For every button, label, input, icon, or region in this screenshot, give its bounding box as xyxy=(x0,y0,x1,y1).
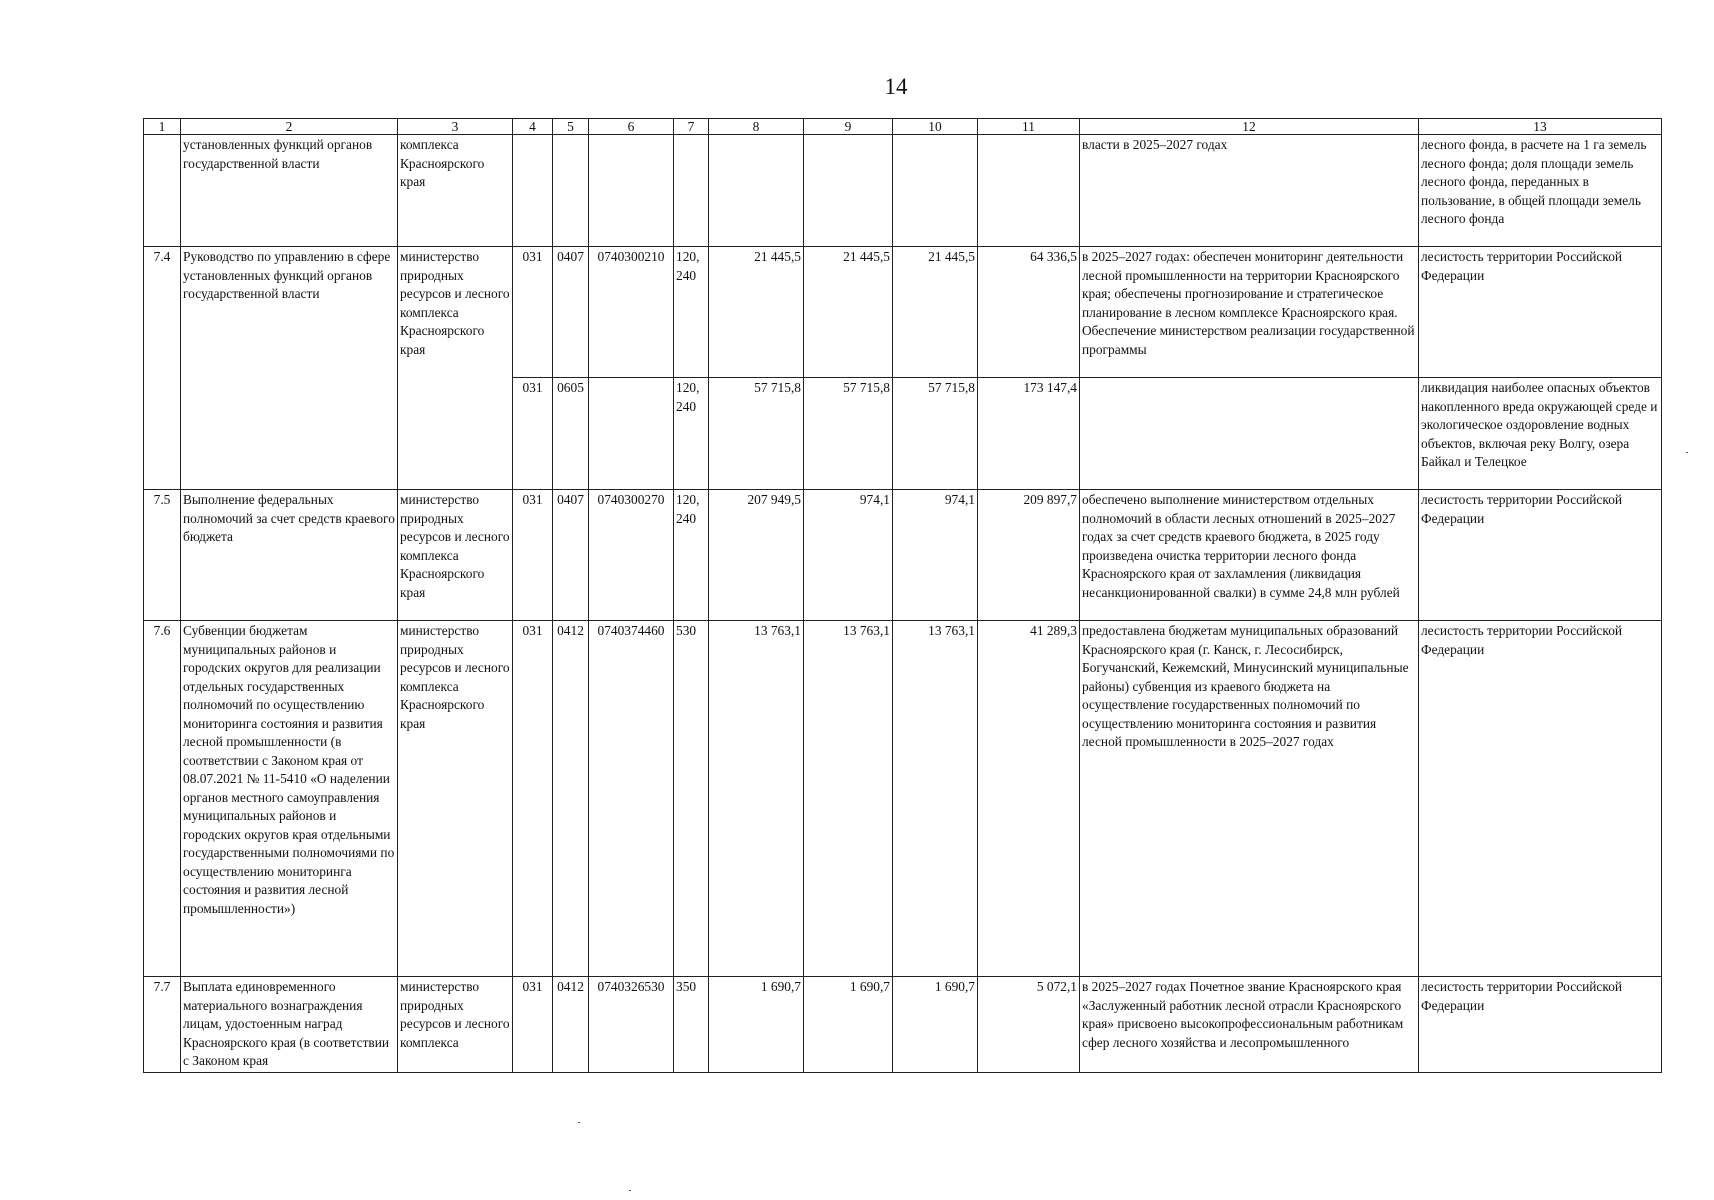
cell-c9 xyxy=(804,135,893,247)
cell-executor: министерство природных ресурсов и лесного комплекса Красноярского края xyxy=(398,490,513,621)
cell-c9: 21 445,5 xyxy=(804,247,893,378)
cell-result: предоставлена бюджетам муниципальных образований Красноярского края (г. Канск, г. Лесосибирск, Богучанский, Кежемский, Минусинский муниципальные районы) субвенция из краевого бюджета на осуществление государственных полномочий по осуществлению мониторинга состояния и развития лесной промышленности в 2025–2027 годах xyxy=(1080,621,1419,977)
cell-c7: 530 xyxy=(674,621,709,977)
cell-c5: 0407 xyxy=(553,247,589,378)
cell-c4: 031 xyxy=(513,621,553,977)
col-header: 8 xyxy=(709,119,804,135)
cell-c10: 974,1 xyxy=(893,490,978,621)
cell-num: 7.5 xyxy=(144,490,181,621)
cell-c8: 1 690,7 xyxy=(709,977,804,1073)
cell-c10: 13 763,1 xyxy=(893,621,978,977)
cell-c6: 0740300270 xyxy=(589,490,674,621)
cell-c10: 21 445,5 xyxy=(893,247,978,378)
cell-c4: 031 xyxy=(513,378,553,490)
cell-c7: 120, 240 xyxy=(674,490,709,621)
cell-event-name: Субвенции бюджетам муниципальных районов и городских округов для реализации отдельных государственных полномочий по осуществлению мониторинга состояния и развития лесной промышленности (в соответствии с Законом края от 08.07.2021 № 11-5410 «О наделении органов местного самоуправления муниципальных районов и городских округов края отдельными государственными полномочиями по осуществлению мониторинга состояния и развития лесной промышленности») xyxy=(181,621,398,977)
col-header: 4 xyxy=(513,119,553,135)
scan-speck xyxy=(1686,452,1688,453)
cell-indicator: лесистость территории Российской Федерации xyxy=(1419,621,1662,977)
cell-c11 xyxy=(978,135,1080,247)
cell-c7: 350 xyxy=(674,977,709,1073)
col-header: 9 xyxy=(804,119,893,135)
cell-c7 xyxy=(674,135,709,247)
col-header: 7 xyxy=(674,119,709,135)
cell-num: 7.6 xyxy=(144,621,181,977)
cell-indicator: лесистость территории Российской Федерации xyxy=(1419,977,1662,1073)
cell-event-name: Выплата единовременного материального вознаграждения лицам, удостоенным наград Красноярского края (в соответствии с Законом края xyxy=(181,977,398,1073)
cell-c8: 207 949,5 xyxy=(709,490,804,621)
scan-speck xyxy=(578,1122,580,1123)
cell-c10: 57 715,8 xyxy=(893,378,978,490)
cell-executor: министерство природных ресурсов и лесного комплекса Красноярского края xyxy=(398,247,513,490)
cell-num: 7.4 xyxy=(144,247,181,490)
col-header: 13 xyxy=(1419,119,1662,135)
cell-event-name: Руководство по управлению в сфере установленных функций органов государственной власти xyxy=(181,247,398,490)
cell-indicator: ликвидация наиболее опасных объектов накопленного вреда окружающей среде и экологическое оздоровление водных объектов, включая реку Волгу, озера Байкал и Телецкое xyxy=(1419,378,1662,490)
cell-c9: 13 763,1 xyxy=(804,621,893,977)
cell-c5: 0412 xyxy=(553,621,589,977)
table-row xyxy=(144,247,1662,378)
cell-c9: 974,1 xyxy=(804,490,893,621)
cell-c6: 0740374460 xyxy=(589,621,674,977)
col-header: 10 xyxy=(893,119,978,135)
cell-indicator: лесистость территории Российской Федерации xyxy=(1419,247,1662,378)
cell-c11: 64 336,5 xyxy=(978,247,1080,378)
cell-c11: 41 289,3 xyxy=(978,621,1080,977)
cell-indicator: лесистость территории Российской Федерации xyxy=(1419,490,1662,621)
col-header: 1 xyxy=(144,119,181,135)
col-header: 5 xyxy=(553,119,589,135)
cell-c4: 031 xyxy=(513,247,553,378)
cell-result: в 2025–2027 годах: обеспечен мониторинг деятельности лесной промышленности на территории Красноярского края; обеспечены прогнозирование и стратегическое планирование в лесном комплексе Красноярского края. Обеспечение министерством реализации государственной программы xyxy=(1080,247,1419,378)
cell-c8 xyxy=(709,135,804,247)
col-header: 11 xyxy=(978,119,1080,135)
page-number: 14 xyxy=(884,74,908,99)
cell-executor: министерство природных ресурсов и лесного комплекса xyxy=(398,977,513,1073)
table-row xyxy=(144,977,1662,1073)
cell-c9: 1 690,7 xyxy=(804,977,893,1073)
cell-result: обеспечено выполнение министерством отдельных полномочий в области лесных отношений в 2025–2027 годах за счет средств краевого бюджета, в 2025 году произведена очистка территории лесного фонда Красноярского края от захламления (ликвидация несанкционированной свалки) в сумме 24,8 млн рублей xyxy=(1080,490,1419,621)
cell-c4: 031 xyxy=(513,977,553,1073)
cell-c11: 209 897,7 xyxy=(978,490,1080,621)
cell-c5: 0407 xyxy=(553,490,589,621)
col-header: 2 xyxy=(181,119,398,135)
cell-result xyxy=(1080,378,1419,490)
cell-c8: 21 445,5 xyxy=(709,247,804,378)
cell-c8: 57 715,8 xyxy=(709,378,804,490)
cell-c8: 13 763,1 xyxy=(709,621,804,977)
cell-executor: министерство природных ресурсов и лесного комплекса Красноярского края xyxy=(398,621,513,977)
table-row xyxy=(144,490,1662,621)
cell-result: в 2025–2027 годах Почетное звание Красноярского края «Заслуженный работник лесной отрасли Красноярского края» присвоено высокопрофессиональным работникам сфер лесного хозяйства и лесопромышленного xyxy=(1080,977,1419,1073)
table-row xyxy=(144,135,1662,247)
cell-c4 xyxy=(513,135,553,247)
col-header: 12 xyxy=(1080,119,1419,135)
cell-c4: 031 xyxy=(513,490,553,621)
cell-executor: комплекса Красноярского края xyxy=(398,135,513,247)
cell-c6 xyxy=(589,135,674,247)
cell-c11: 5 072,1 xyxy=(978,977,1080,1073)
cell-num: 7.7 xyxy=(144,977,181,1073)
scan-speck xyxy=(629,1190,631,1191)
cell-c6: 0740326530 xyxy=(589,977,674,1073)
cell-c6: 0740300210 xyxy=(589,247,674,378)
cell-c11: 173 147,4 xyxy=(978,378,1080,490)
col-header: 3 xyxy=(398,119,513,135)
cell-c7: 120, 240 xyxy=(674,247,709,378)
cell-c10: 1 690,7 xyxy=(893,977,978,1073)
table-row xyxy=(144,621,1662,977)
column-number-row xyxy=(144,119,1662,135)
cell-result: власти в 2025–2027 годах xyxy=(1080,135,1419,247)
cell-c5 xyxy=(553,135,589,247)
cell-c5: 0605 xyxy=(553,378,589,490)
cell-indicator: лесного фонда, в расчете на 1 га земель лесного фонда; доля площади земель лесного фонда, переданных в пользование, в общей площади земель лесного фонда xyxy=(1419,135,1662,247)
program-table xyxy=(143,118,1662,1073)
cell-c5: 0412 xyxy=(553,977,589,1073)
cell-c10 xyxy=(893,135,978,247)
cell-num xyxy=(144,135,181,247)
cell-event-name: Выполнение федеральных полномочий за счет средств краевого бюджета xyxy=(181,490,398,621)
col-header: 6 xyxy=(589,119,674,135)
cell-c6 xyxy=(589,378,674,490)
cell-event-name: установленных функций органов государственной власти xyxy=(181,135,398,247)
cell-c9: 57 715,8 xyxy=(804,378,893,490)
cell-c7: 120, 240 xyxy=(674,378,709,490)
